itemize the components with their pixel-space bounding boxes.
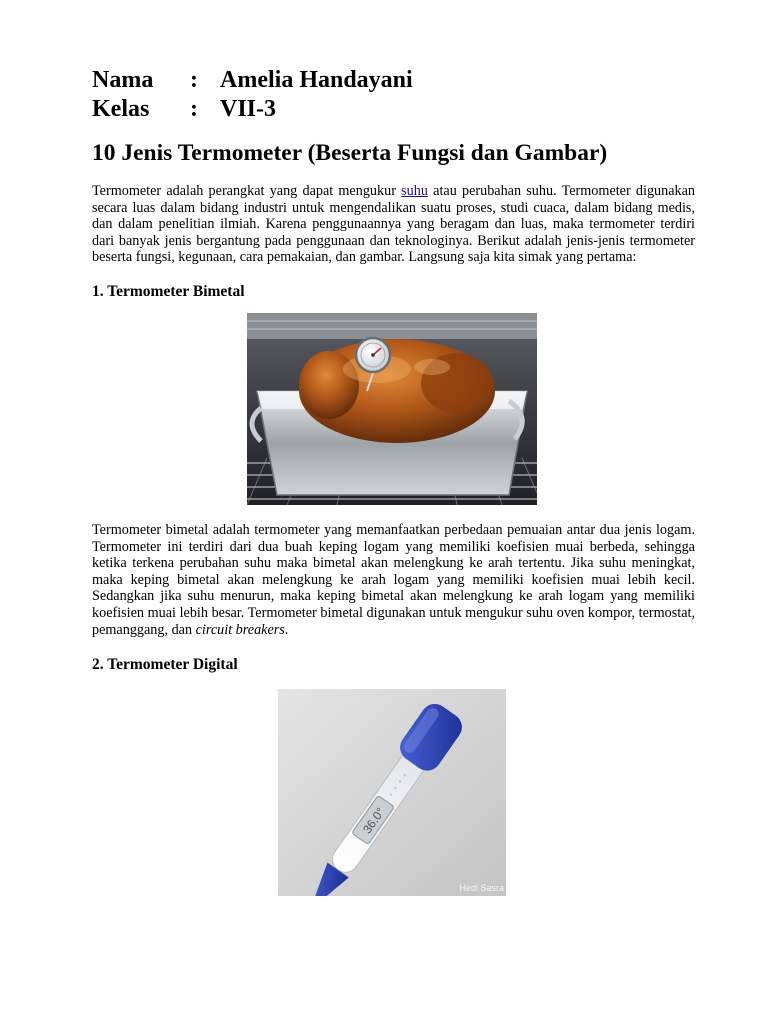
section-heading-digital: 2. Termometer Digital <box>92 656 238 674</box>
display-reading: 36.0° <box>360 805 388 837</box>
name-value: Amelia Handayani <box>220 67 413 93</box>
section-heading-bimetal: 1. Termometer Bimetal <box>92 282 245 300</box>
name-row <box>92 66 695 95</box>
suhu-link[interactable]: suhu <box>401 183 428 199</box>
class-row <box>92 95 695 124</box>
bimetal-text: Termometer bimetal adalah termometer yang memanfaatkan perbedaan pemuaian antar dua jenis logam. Termometer ini terdiri dari dua buah keping logam yang memiliki koefisien muai berbeda, sehingga ketika terkena perubahan suhu maka bimetal akan melengkung ke arah tertentu. Jika suhu meningkat, maka keping bimetal akan melengkung ke arah logam yang memiliki koefisien muai lebih kecil. Sedangkan jika suhu menurun, maka keping bimetal akan melengkung ke arah logam yang memiliki koefisien muai lebih besar. Termometer bimetal digunakan untuk mengukur suhu oven kompor, termostat, pemanggang, dan <box>92 521 695 638</box>
bimetal-italic-term: circuit breakers <box>195 621 285 638</box>
name-colon: : <box>190 67 198 93</box>
document-title: 10 Jenis Termometer (Beserta Fungsi dan Gambar) <box>92 140 608 166</box>
digital-thermometer-illustration <box>278 689 506 896</box>
intro-paragraph <box>92 183 695 266</box>
name-label: Nama <box>92 67 154 93</box>
student-identity <box>92 66 695 124</box>
class-value: VII-3 <box>220 96 277 122</box>
document-page <box>92 66 695 896</box>
bimetal-text-end: . <box>284 621 289 638</box>
intro-text-before: Termometer adalah perangkat yang dapat mengukur <box>92 183 402 199</box>
class-colon: : <box>190 96 198 122</box>
digital-thermometer-image <box>278 689 506 896</box>
image-watermark: Hedi Sasra <box>459 883 504 894</box>
roast-turkey-illustration <box>247 313 537 505</box>
bimetal-thermometer-image <box>247 313 537 505</box>
class-label: Kelas <box>92 96 150 122</box>
intro-text-after: atau perubahan suhu. Termometer digunakan secara luas dalam bidang industri untuk mengendalikan suatu proses, studi cuaca, dalam bidang medis, dan dalam penelitian ilmiah. Karena penggunaannya yang beragam dan luas, maka termometer terdiri dari banyak jenis bergantung pada penggunaan dan teknologinya. Berikut adalah jenis-jenis termometer beserta fungsi, kegunaan, cara pemakaian, dan gambar. Langsung saja kita simak yang pertama: <box>92 183 696 266</box>
bimetal-paragraph <box>92 522 695 638</box>
